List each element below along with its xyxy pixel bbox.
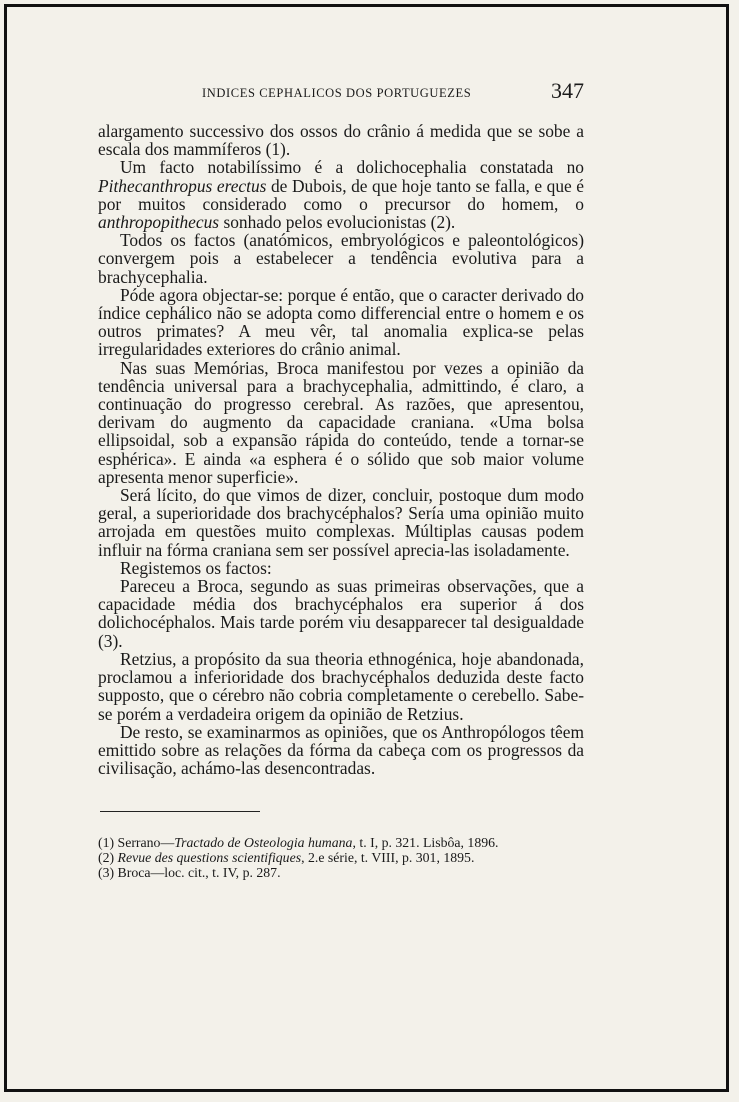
footnotes	[98, 836, 584, 880]
text-run: Pareceu a Broca, segundo as suas primeiras observações, que a capacidade média dos brachycéphalos era superior á dos dolichocéphalos. Mais tarde porém viu desapparecer tal desigualdade (3).	[98, 576, 584, 651]
paragraph	[98, 158, 584, 231]
text-run: Será lícito, do que vimos de dizer, concluir, postoque dum modo geral, a superioridade dos brachycéphalos? Sería uma opinião muito arrojada em questões muito complexas. Múltiplas causas podem influir na fórma craniana sem ser possível aprecia-las isoladamente.	[98, 485, 584, 560]
text-run: Registemos os factos:	[120, 557, 272, 578]
text-run: (2)	[98, 850, 118, 866]
running-head	[98, 78, 584, 108]
italic-text: anthropopithecus	[98, 212, 220, 233]
paragraph	[98, 559, 584, 577]
page-number: 347	[551, 78, 584, 103]
footnote	[98, 866, 584, 881]
text-run: (3) Broca—loc. cit., t. IV, p. 287.	[98, 864, 281, 880]
paragraph	[98, 723, 584, 778]
text-run: (1) Serrano—	[98, 835, 175, 851]
text-run: De resto, se examinarmos as opiniões, que os Anthropólogos têem emittido sobre as relações da fórma da cabeça com os progressos da civilisação, achámo-las desencontradas.	[98, 721, 584, 779]
text-run: Todos os factos (anatómicos, embryológicos e paleontológicos) convergem pois a estabelecer a tendência evolutiva para a brachycephalia.	[98, 230, 584, 287]
italic-text: Tractado de Osteologia humana	[174, 835, 353, 851]
text-run: alargamento successivo dos ossos do crânio á medida que se sobe a escala dos mammíferos (1).	[98, 121, 584, 160]
footnote-rule	[100, 811, 260, 812]
text-run: sonhado pelos evolucionistas (2).	[219, 212, 456, 233]
footnote	[98, 836, 584, 851]
text-run: Nas suas Memórias, Broca manifestou por vezes a opinião da tendência universal para a brachycephalia, admittindo, é claro, a continuação do progresso cerebral. As razões, que apresentou, derivam do augmento da capacidade craniana. «Uma bolsa ellipsoidal, sob a expansão rápida do conteúdo, tende a tornar-se esphérica». E ainda «a esphera é o sólido que sob maior volume apresenta menor superficie».	[98, 357, 584, 487]
text-run: , 2.e série, t. VIII, p. 301, 1895.	[301, 850, 475, 866]
paragraph	[98, 650, 584, 723]
text-run: Póde agora objectar-se: porque é então, que o caracter derivado do índice cephálico não se adopta como differencial entre o homem e os outros primates? A meu vêr, tal anomalia explica-se pelas irregularidades exteriores do crânio animal.	[98, 284, 584, 360]
italic-text: Pithecanthropus erectus	[98, 175, 267, 196]
italic-text: Revue des questions scientifiques	[117, 850, 302, 866]
footnote	[98, 851, 584, 866]
text-run: , t. I, p. 321. Lisbôa, 1896.	[352, 835, 499, 851]
paragraph	[98, 231, 584, 286]
running-title: INDICES CEPHALICOS DOS PORTUGUEZES	[202, 86, 472, 100]
text-run: Um facto notabilíssimo é a dolichocephalia constatada no	[120, 157, 584, 178]
body-text	[98, 122, 584, 777]
text-run: de Dubois, de que hoje tanto se falla, e que é por muitos considerado como o precursor do homem, o	[98, 175, 584, 214]
paragraph	[98, 577, 584, 650]
paragraph	[98, 486, 584, 559]
paragraph	[98, 359, 584, 486]
book-page	[98, 78, 584, 881]
text-run: Retzius, a propósito da sua theoria ethnogénica, hoje abandonada, proclamou a inferioridade dos brachycéphalos deduzida deste facto supposto, que o cérebro não cobria completamente o cerebello. Sabe-se porém a verdadeira origem da opinião de Retzius.	[98, 648, 584, 724]
paragraph	[98, 286, 584, 359]
paragraph	[98, 122, 584, 158]
